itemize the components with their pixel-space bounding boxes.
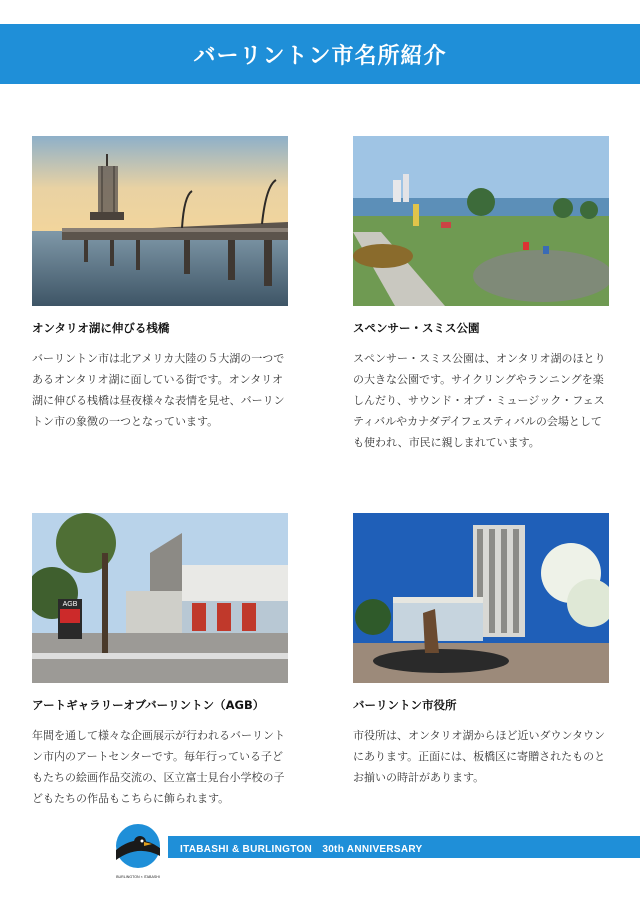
logo-caption: BURLINGTON × ITABASHI [116,875,160,879]
spot-card-pier [32,136,288,432]
spot-description: バーリントン市は北アメリカ大陸の５大湖の一つであるオンタリオ湖に面している街です。オンタリオ湖に伸びる桟橋は昼夜様々な表情を見せ、バーリントン市の象徴の一つとなっています。 [32,352,285,428]
pier-photo [32,136,288,306]
page-title: バーリントン市名所紹介 [193,43,447,69]
park-photo [353,136,609,306]
spot-title: スペンサー・スミス公園 [353,321,480,335]
spot-card-agb [32,513,288,809]
agb-sign-label: AGB [62,601,78,608]
anniversary-label: ITABASHI & BURLINGTON 30th ANNIVERSARY [180,843,423,855]
city-hall-photo [353,513,609,683]
spot-description: スペンサー・スミス公園は、オンタリオ湖のほとりの大きな公園です。サイクリングやランニングを楽しんだり、サウンド・オブ・ミュージック・フェスティバルやカナダデイフェスティバルの会場としても使われ、市民に親しまれています。 [353,352,606,449]
spot-description: 市役所は、オンタリオ湖からほど近いダウンタウンにあります。正面には、板橋区に寄贈されたものとお揃いの時計があります。 [353,729,606,784]
footer-band [168,836,640,858]
spot-card-city-hall [353,513,609,788]
spot-title: バーリントン市役所 [353,698,457,712]
agb-photo [32,513,288,683]
spot-description: 年間を通して様々な企画展示が行われるバーリントン市内のアートセンターです。毎年行っている子どもたちの絵画作品交流の、区立富士見台小学校の子どもたちの作品もこちらに飾られます。 [32,729,285,805]
spot-card-park [353,136,609,453]
spot-title: オンタリオ湖に伸びる桟橋 [32,321,170,335]
anniversary-logo [110,822,166,888]
header-band [0,24,640,84]
spot-title: アートギャラリーオブバーリントン（AGB） [32,698,265,712]
